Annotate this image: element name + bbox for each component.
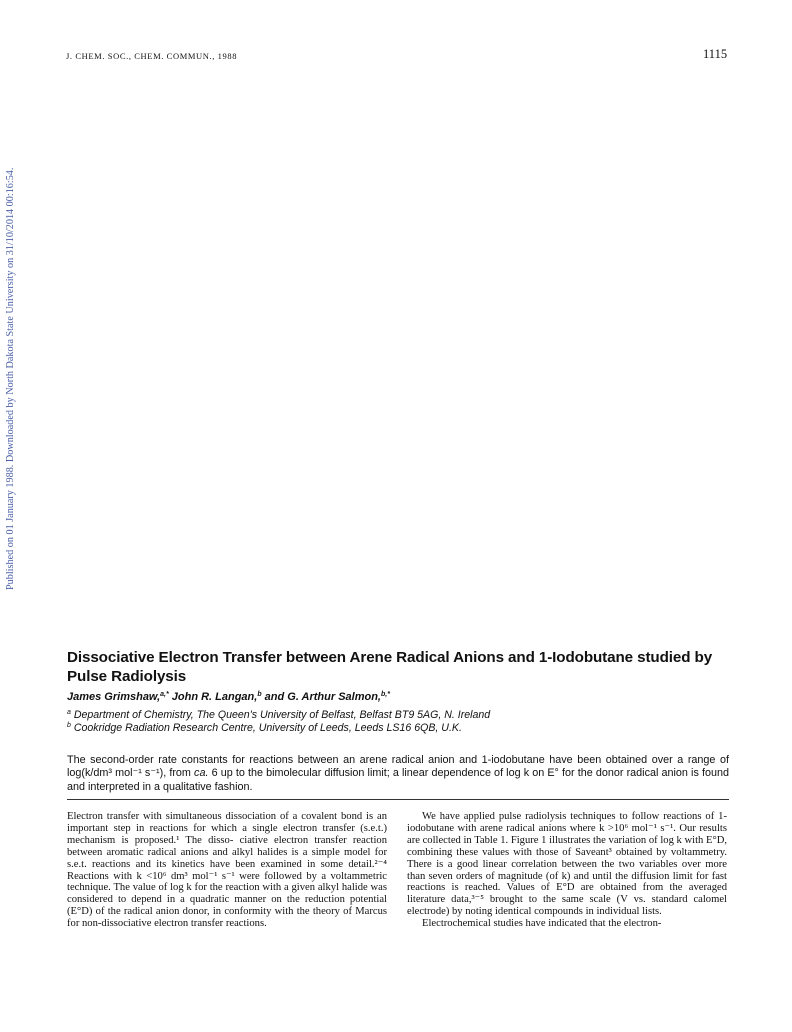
body-paragraph: We have applied pulse radiolysis techniques to follow reactions of 1-iodobutane with arene radical anions where k >10⁶ mol⁻¹ s⁻¹. Our results are collected in Table 1. Figure 1 illustrates the variation of log k with E°D, combining these values with those of Saveant³ obtained by voltammetry. There is a good linear correlation between the two variables over more than seven orders of magnitude (of k) and until the diffusion limit for fast reactions is reached. Values of E°D are obtained from the averaged literature data,³⁻⁵ brought to the same scale (V vs. standard calomel electrode) by noting identical compounds in individual lists. — [407, 811, 727, 918]
page-number: 1115 — [703, 47, 728, 61]
author-mark: b,* — [381, 691, 390, 698]
affiliation-mark: a — [67, 709, 71, 716]
affiliation-b — [67, 722, 462, 734]
download-notice: Published on 01 January 1988. Downloaded by North Dakota State University on 31/10/2014 00:16:54. — [5, 167, 16, 590]
author-mark: a,* — [160, 691, 169, 698]
author-name: James Grimshaw, — [67, 691, 161, 703]
body-paragraph: Electron transfer with simultaneous dissociation of a covalent bond is an important step in reactions for which a single electron transfer (s.e.t.) mechanism is proposed.¹ The disso- ciative electron transfer reaction between aromatic radical anions and alkyl halides is a simple model for s.e.t. reactions and its kinetics have been examined in some detail.²⁻⁴ Reactions with k <10⁶ dm³ mol⁻¹ s⁻¹ were followed by a voltammetric technique. The value of log k for the reaction with a given alkyl halide was considered to depend in a quadratic manner on the reduction potential (E°D) of the radical anion donor, in conformity with the theory of Marcus for non-dissociative electron transfer reactions. — [67, 811, 387, 930]
body-column-right — [407, 811, 727, 930]
author-mark: b — [257, 691, 262, 698]
body-paragraph: Electrochemical studies have indicated that the electron- — [422, 918, 662, 930]
abstract-text: The second-order rate constants for reactions between an arene radical anion and 1-iodobutane have been obtained over a range of log(k/dm³ mol⁻¹ s⁻¹), from — [67, 754, 729, 780]
author-name: and G. Arthur Salmon, — [261, 691, 381, 703]
affiliation-text: Cookridge Radiation Research Centre, University of Leeds, Leeds LS16 6QB, U.K. — [70, 722, 462, 734]
abstract — [67, 754, 729, 794]
article-title: Dissociative Electron Transfer between Arene Radical Anions and 1-Iodobutane studied by Pulse Radiolysis — [67, 649, 713, 685]
affiliation-text: Department of Chemistry, The Queen's University of Belfast, Belfast BT9 5AG, N. Ireland — [70, 709, 491, 721]
abstract-text: 6 up to the bimolecular diffusion limit; a linear dependence of log k on E° for the donor radical anion is found and interpreted in a qualitative fashion. — [67, 767, 729, 793]
affiliation-mark: b — [67, 722, 71, 729]
body-column-left — [67, 811, 387, 930]
author-name: John R. Langan, — [168, 691, 258, 703]
affiliation-a — [67, 709, 490, 721]
journal-header: J. CHEM. SOC., CHEM. COMMUN., 1988 — [66, 51, 238, 61]
section-divider — [67, 799, 729, 800]
abstract-text-italic: ca. — [194, 767, 209, 780]
author-list — [67, 691, 390, 703]
